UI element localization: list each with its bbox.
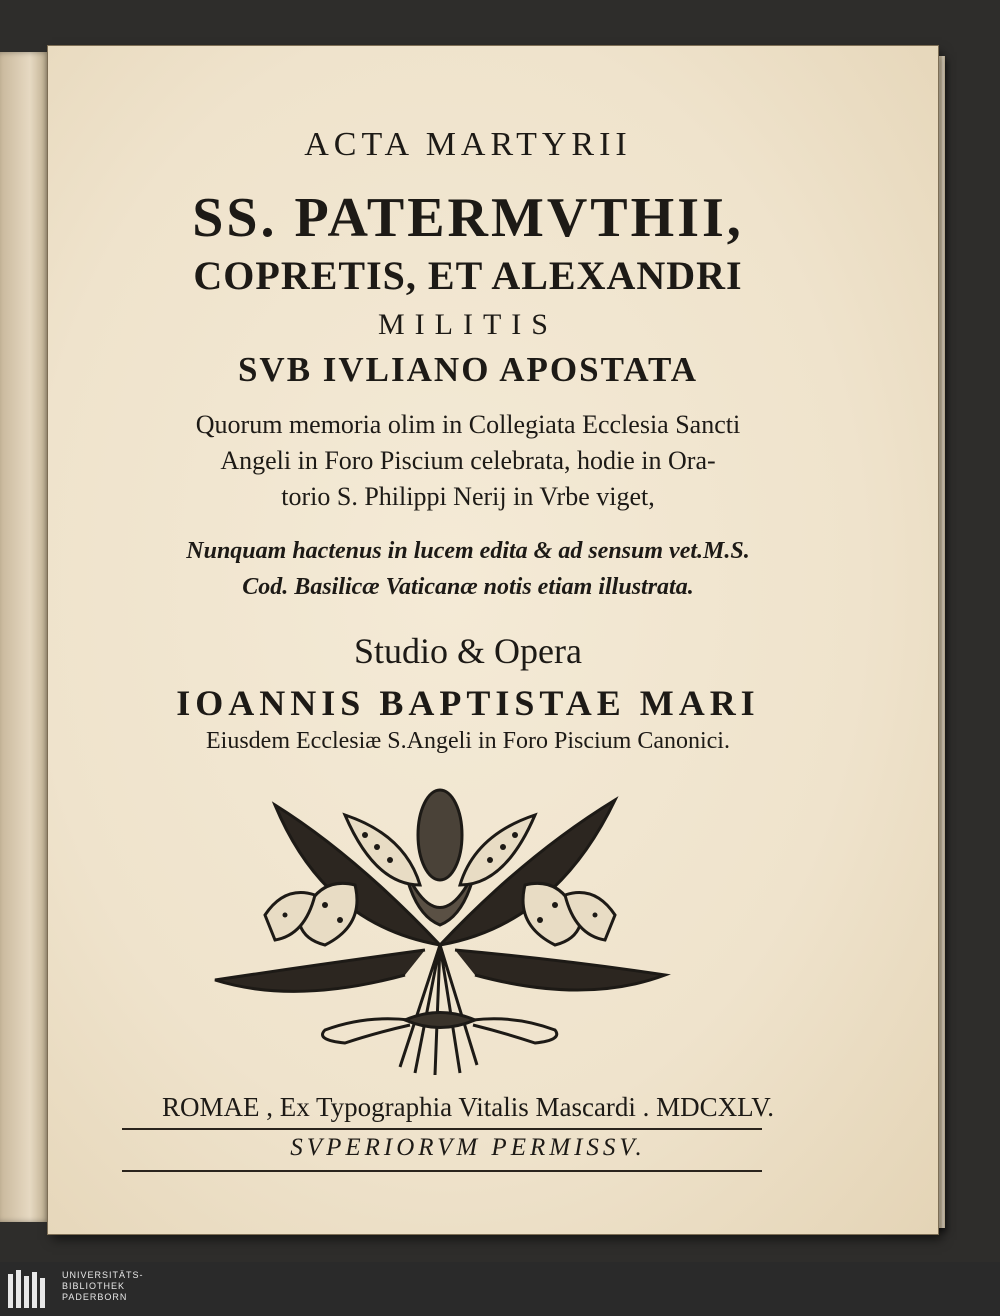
logo-text-line-1: UNIVERSITÄTS- <box>62 1270 144 1280</box>
permission-line: SVPERIORVM PERMISSV. <box>290 1134 646 1161</box>
body-line-3: torio S. Philippi Nerij in Vrbe viget, <box>281 482 655 511</box>
library-logo-icon <box>8 1270 52 1308</box>
title-line-names: COPRETIS, ET ALEXANDRI <box>193 253 743 298</box>
title-line-militis: MILITIS <box>378 308 558 341</box>
logo-text-line-3: PADERBORN <box>62 1292 128 1302</box>
studio-opera: Studio & Opera <box>354 631 582 671</box>
body-line-2: Angeli in Foro Piscium celebrata, hodie in Ora- <box>220 446 716 475</box>
title-line-saints: SS. PATERMVTHII, <box>192 187 744 249</box>
author-title: Eiusdem Ecclesiæ S.Angeli in Foro Piscium Canonici. <box>206 728 730 754</box>
italic-line-2: Cod. Basilicæ Vaticanæ notis etiam illustrata. <box>242 574 694 600</box>
title-line-julian: SVB IVLIANO APOSTATA <box>237 350 699 389</box>
imprint-line: ROMAE , Ex Typographia Vitalis Mascardi . MDCXLV. <box>162 1092 774 1122</box>
author-name: IOANNIS BAPTISTAE MARI <box>176 683 760 723</box>
body-line-1: Quorum memoria olim in Collegiata Ecclesia Sancti <box>195 410 741 439</box>
flower-bouquet-woodcut <box>205 775 675 1085</box>
logo-text-line-2: BIBLIOTHEK <box>62 1281 126 1291</box>
imprint-rule-top <box>122 1128 762 1130</box>
imprint-rule-bottom <box>122 1170 762 1172</box>
library-footer-bar <box>0 1262 1000 1316</box>
title-line-acta: ACTA MARTYRII <box>304 126 632 163</box>
left-page-edge <box>0 52 50 1222</box>
italic-line-1: Nunquam hactenus in lucem edita & ad sensum vet.M.S. <box>186 538 750 564</box>
